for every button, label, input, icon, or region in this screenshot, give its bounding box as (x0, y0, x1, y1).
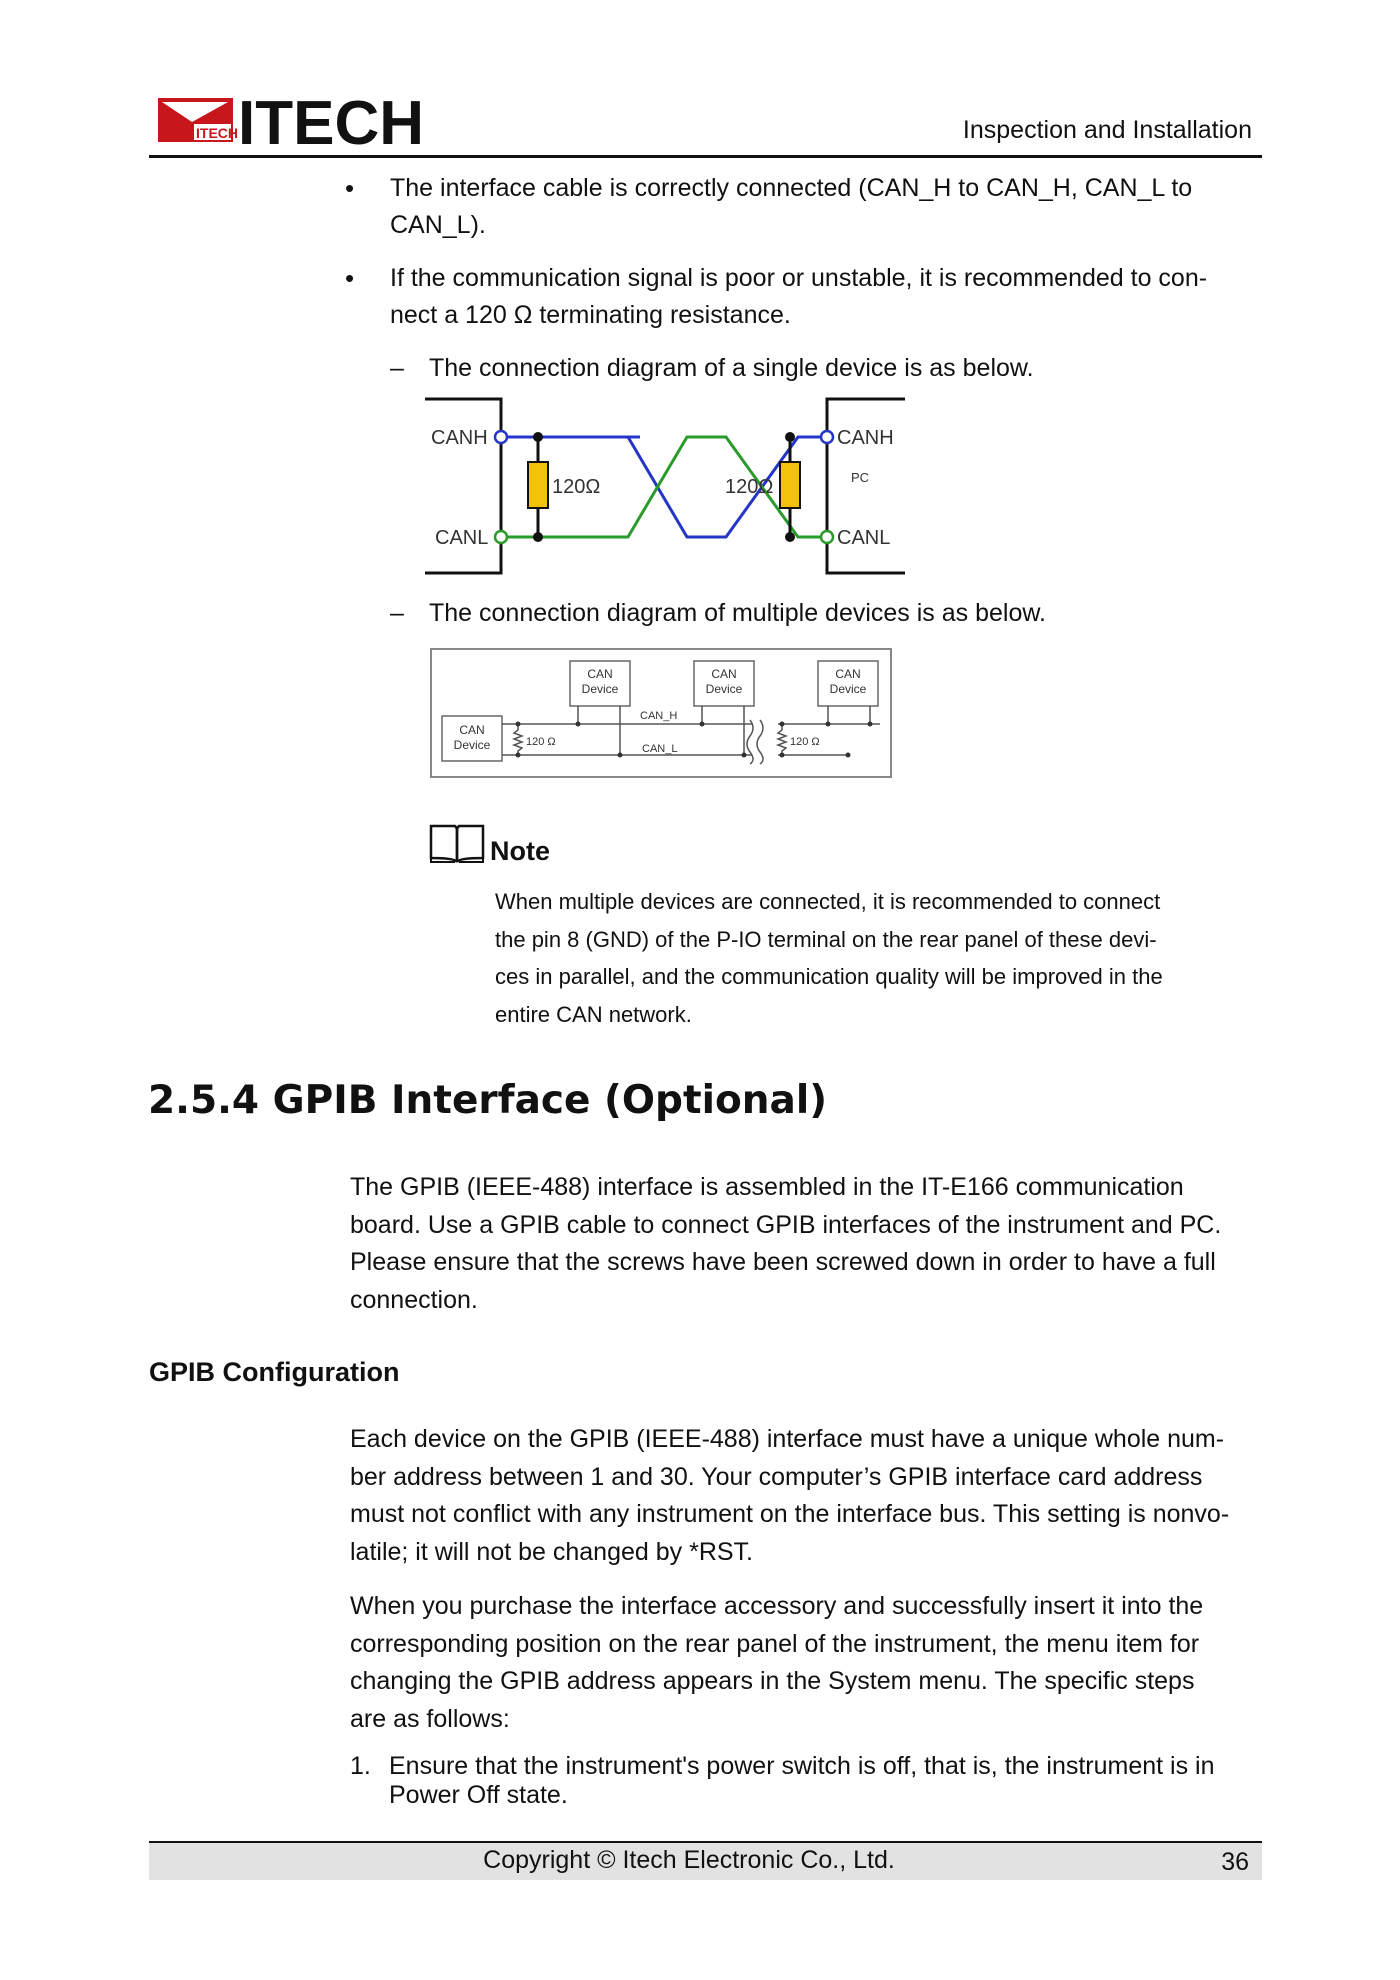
dash-text: The connection diagram of multiple devices is as below. (429, 599, 1046, 627)
para-line: When you purchase the interface accessory and successfully insert it into the (350, 1592, 1204, 1620)
para-line: Each device on the GPIB (IEEE-488) interface must have a unique whole num- (350, 1425, 1225, 1453)
para-line: connection. (350, 1285, 478, 1314)
label-pc: PC (851, 470, 870, 485)
svg-text:CAN: CAN (711, 667, 737, 681)
multi-device-diagram (430, 648, 892, 779)
page-number: 36 (1221, 1848, 1249, 1876)
label-canh-left: CANH (431, 427, 488, 449)
bullet-line: The interface cable is correctly connected (CAN_H to CAN_H, CAN_L to (390, 174, 1193, 202)
bullet-cable (345, 170, 1260, 244)
subsection-para-1 (350, 1421, 1262, 1571)
dash-mark: – (390, 354, 404, 382)
note-line: When multiple devices are connected, it is recommended to connect (495, 889, 1161, 914)
bullet-dot: • (345, 173, 355, 203)
canl-wire-a (501, 437, 827, 537)
bullet-line: If the communication signal is poor or unstable, it is recommended to con- (390, 264, 1208, 292)
label-resistor-left: 120 Ω (526, 736, 556, 748)
label-can-h: CAN_H (640, 710, 678, 722)
label-resistor-left: 120Ω (552, 476, 601, 498)
dash-item-multi (390, 595, 1290, 632)
resistor-left (528, 462, 548, 508)
canh-wire-a (501, 437, 827, 537)
note-line: ces in parallel, and the communication quality will be improved in the (495, 964, 1163, 989)
bullet-line: nect a 120 Ω terminating resistance. (390, 301, 791, 329)
bullet-signal (345, 260, 1260, 334)
note-body (495, 883, 1235, 1033)
svg-text:Device: Device (453, 738, 491, 752)
svg-text:Device: Device (705, 682, 743, 696)
terminal-canh-right (821, 431, 833, 443)
note-title: Note (490, 836, 550, 866)
dash-mark: – (390, 599, 404, 627)
bullet-dot: • (345, 263, 355, 293)
footer-copyright: Copyright © Itech Electronic Co., Ltd. (483, 1846, 895, 1874)
logo-wordmark: ITECH (238, 92, 424, 148)
dash-item-single (390, 350, 1290, 387)
svg-text:CAN: CAN (587, 667, 613, 681)
svg-text:CAN: CAN (835, 667, 861, 681)
terminal-canl-right (821, 531, 833, 543)
terminal-canl-left (495, 531, 507, 543)
para-line: must not conflict with any instrument on the interface bus. This setting is nonvo- (350, 1500, 1230, 1528)
bullet-line: CAN_L). (390, 211, 486, 239)
label-canh-right: CANH (837, 427, 894, 449)
step-number: 1. (350, 1752, 371, 1780)
logo-small-text: ITECH (196, 125, 238, 141)
para-line: are as follows: (350, 1704, 510, 1733)
label-resistor-right: 120 Ω (790, 736, 820, 748)
header-rule (149, 155, 1262, 158)
header-section-title: Inspection and Installation (962, 116, 1252, 144)
step-line: Power Off state. (389, 1781, 568, 1809)
para-line: The GPIB (IEEE-488) interface is assembled in the IT-E166 communication (350, 1173, 1184, 1201)
section-heading: 2.5.4 GPIB Interface (Optional) (148, 1078, 828, 1123)
itech-logo (158, 92, 433, 148)
para-line: changing the GPIB address appears in the System menu. The specific steps (350, 1667, 1195, 1695)
subsection-para-2 (350, 1588, 1262, 1738)
step-line: Ensure that the instrument's power switch is off, that is, the instrument is in (389, 1752, 1215, 1780)
svg-text:Device: Device (581, 682, 619, 696)
resistor-right (780, 462, 800, 508)
para-line: Please ensure that the screws have been screwed down in order to have a full (350, 1248, 1216, 1276)
label-can-l: CAN_L (642, 743, 678, 755)
dash-text: The connection diagram of a single device is as below. (429, 354, 1034, 382)
single-device-diagram (425, 397, 905, 575)
note-line: the pin 8 (GND) of the P-IO terminal on the rear panel of these devi- (495, 926, 1157, 952)
terminal-canh-left (495, 431, 507, 443)
svg-text:CAN: CAN (459, 723, 485, 737)
label-resistor-right: 120Ω (725, 476, 774, 498)
para-line: latile; it will not be changed by *RST. (350, 1537, 753, 1566)
subsection-heading: GPIB Configuration (149, 1357, 400, 1387)
para-line: corresponding position on the rear panel of the instrument, the menu item for (350, 1629, 1200, 1658)
para-line: board. Use a GPIB cable to connect GPIB interfaces of the instrument and PC. (350, 1210, 1222, 1239)
label-canl-right: CANL (837, 527, 891, 549)
label-canl-left: CANL (435, 527, 489, 549)
svg-text:Device: Device (829, 682, 867, 696)
note-line: entire CAN network. (495, 1001, 692, 1027)
para-line: ber address between 1 and 30. Your computer’s GPIB interface card address (350, 1462, 1203, 1491)
step-item-1 (350, 1752, 1262, 1810)
book-icon (428, 820, 486, 866)
section-intro (350, 1169, 1262, 1319)
